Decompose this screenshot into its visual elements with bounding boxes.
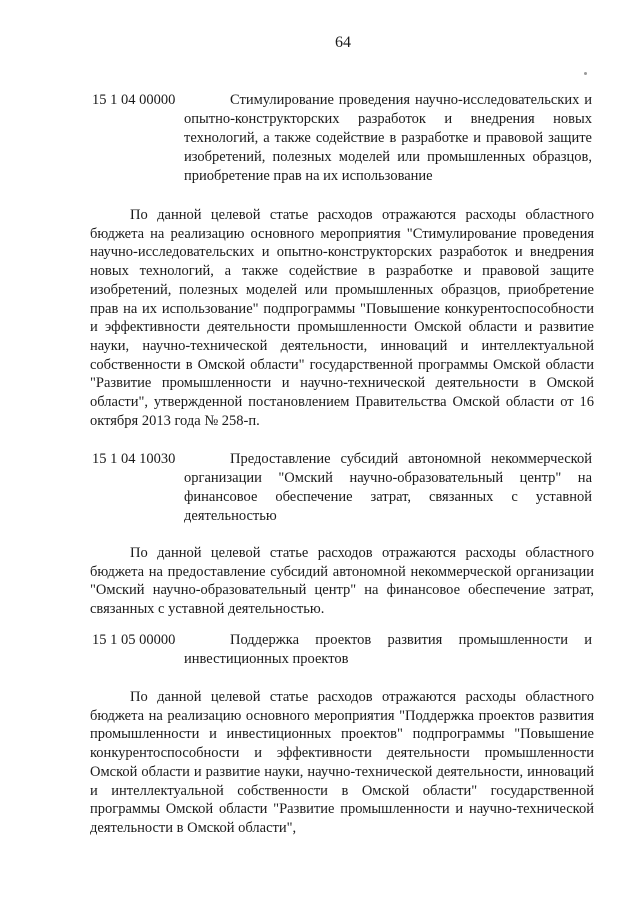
budget-item-heading (92, 450, 592, 526)
budget-item-description: По данной целевой статье расходов отражаются расходы областного бюджета на предоставление субсидий автономной некоммерческой организации "Омский научно-образовательный центр" на финансовое обеспечение затрат, связанных с уставной деятельностью. (90, 545, 594, 618)
budget-item-heading (92, 91, 592, 186)
budget-code: 15 1 04 00000 (92, 92, 176, 108)
scan-speck (584, 72, 587, 75)
budget-item-description: По данной целевой статье расходов отражаются расходы областного бюджета на реализацию основного мероприятия "Стимулирование проведения научно-исследовательских и опытно-конструкторских разработок и внедрения новых технологий, а также содействие в разработке и правовой защите изобретений, полезных моделей или промышленных образцов, приобретение прав на их использование" подпрограммы "Повышение конкурентоспособности и эффективности деятельности промышленности Омской области и развитие науки, научно-технической деятельности, инноваций и интеллектуальной собственности в Омской области" государственной программы Омской области "Развитие промышленности и научно-технической деятельности в Омской области", утвержденной постановлением Правительства Омской области от 16 октября 2013 года № 258-п. (90, 207, 594, 429)
budget-item-title: Поддержка проектов развития промышленности и инвестиционных проектов (184, 632, 592, 667)
budget-item-title: Предоставление субсидий автономной некоммерческой организации "Омский научно-образовательный центр" на финансовое обеспечение затрат, связанных с уставной деятельностью (184, 451, 592, 524)
budget-item-heading (92, 631, 592, 669)
budget-code: 15 1 04 10030 (92, 451, 176, 467)
budget-code: 15 1 05 00000 (92, 632, 176, 648)
page-number: 64 (335, 34, 351, 51)
budget-item-title: Стимулирование проведения научно-исследовательских и опытно-конструкторских разработок и внедрения новых технологий, а также содействие в разработке и правовой защите изобретений, полезных моделей или промышленных образцов, приобретение прав на их использование (184, 92, 592, 184)
budget-item-description: По данной целевой статье расходов отражаются расходы областного бюджета на реализацию основного мероприятия "Поддержка проектов развития промышленности и инвестиционных проектов" подпрограммы "Повышение конкурентоспособности и эффективности деятельности промышленности Омской области и развитие науки, научно-технической деятельности, инноваций и интеллектуальной собственности в Омской области" государственной программы Омской области "Развитие промышленности и научно-технической деятельности в Омской области", (90, 689, 594, 836)
